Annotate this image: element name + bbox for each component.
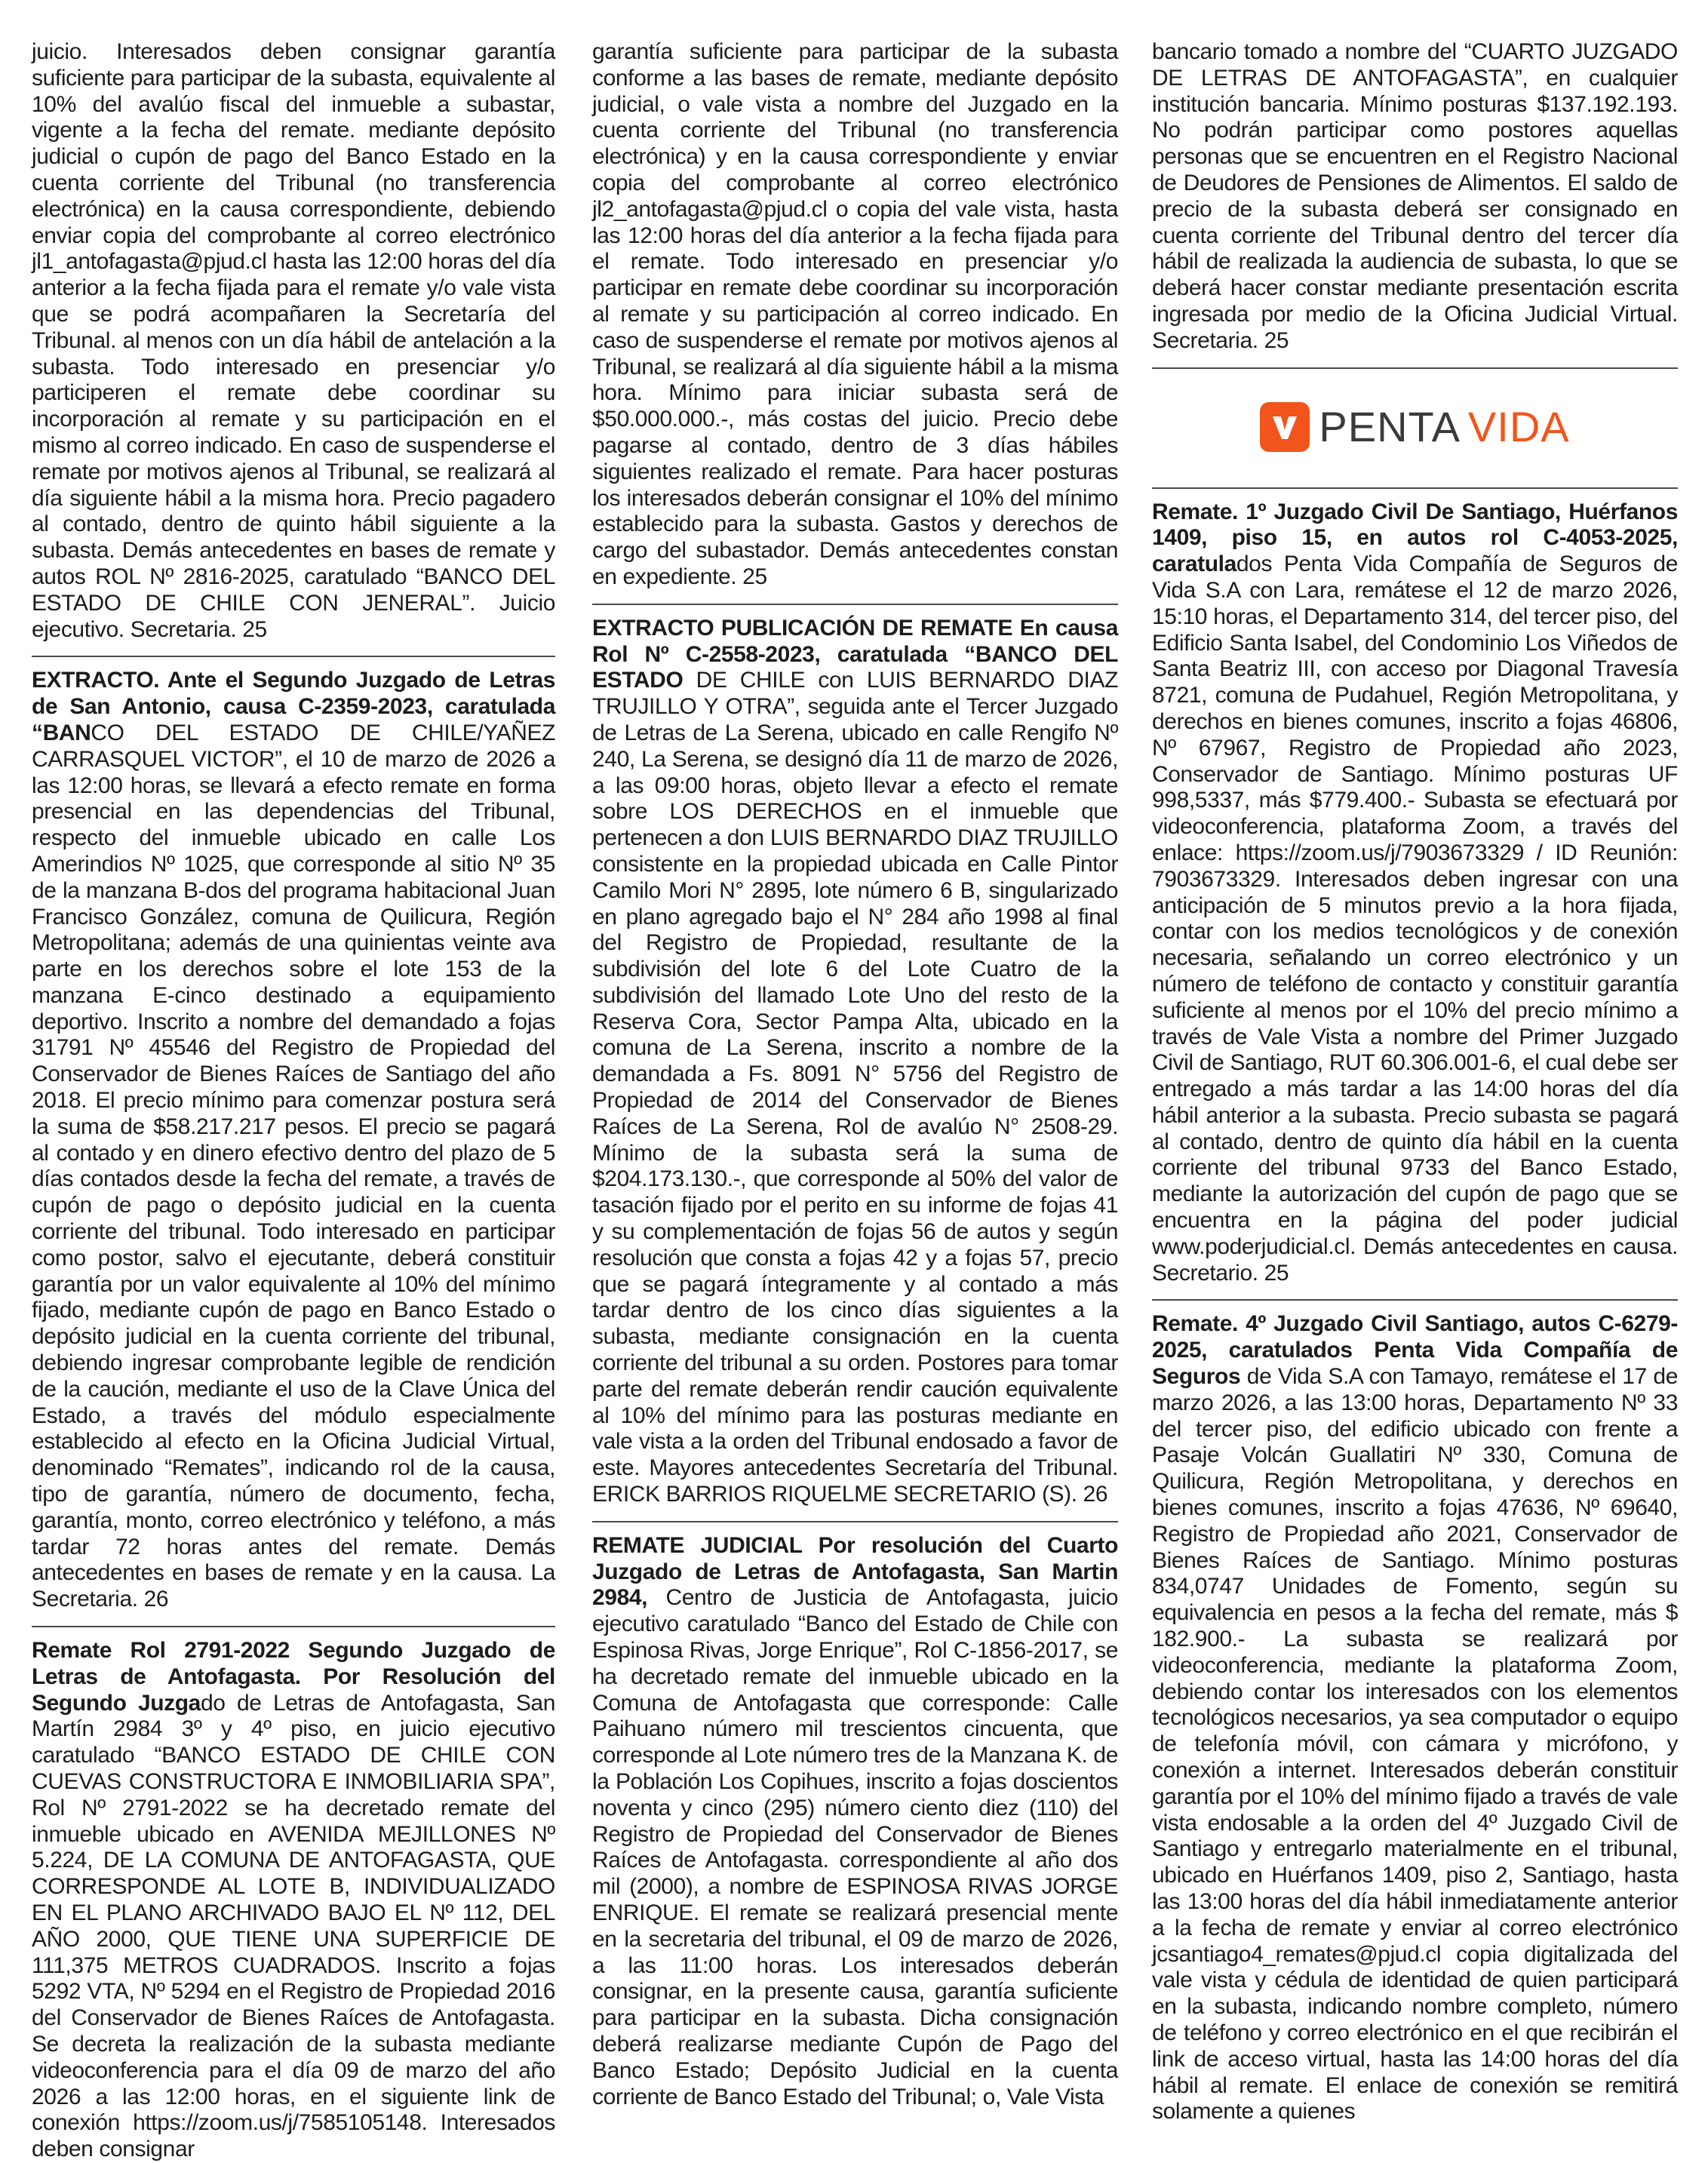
notice-body: juicio. Interesados deben consignar garantía suficiente para participar de la subasta, equivalente al 10% del avalúo fiscal del inmueble a subastar, vigente a la fecha del remate. mediante depósito judicial o cupón de pago del Banco Estado en la cuenta corriente del Tribunal (no transferencia electrónica) en la causa correspondiente, debiendo enviar copia del comprobante al correo electrónico jl1_antofagasta@pjud.cl hasta las 12:00 horas del día anterior a la fecha fijada para el remate y/o vale vista que se podrá acompañaren la Secretaría del Tribunal. al menos con un día hábil de antelación a la subasta. Todo interesado en presenciar y/o participeren el remate debe coordinar su incorporación al remate y su participación en el mismo al correo indicado. En caso de suspenderse el remate por motivos ajenos al Tribunal, se realizará al día siguiente hábil a la misma hora. Precio pagadero al contado, dentro de quinto hábil siguiente a la subasta. Demás antecedentes en bases de remate y autos ROL Nº 2816-2025, caratulado “BANCO DEL ESTADO DE CHILE CON JENERAL”. Juicio ejecutivo. Secretaria. 25 bbox=[32, 39, 555, 642]
notice-heading: REMATE JUDICIAL Por resolución del Cuarto Juzgado de Letras de Antofagasta, San Martin 2984, bbox=[592, 1532, 1118, 1611]
column-2 bbox=[592, 39, 1118, 2109]
notice-remate-judicial-antofagasta bbox=[592, 1533, 1118, 2111]
logo-wordmark bbox=[1319, 402, 1570, 450]
notice-body: bancario tomado a nombre del “CUARTO JUZGADO DE LETRAS DE ANTOFAGASTA”, en cualquier institución bancaria. Mínimo posturas $137.192.193. No podrán participar como postores aquellas personas que se encuentren en el Registro Nacional de Deudores de Pensiones de Alimentos. El saldo de precio de la subasta deberá ser consignado en cuenta corriente del Tribunal dentro del tercer día hábil de realizada la audiencia de subasta, lo que se deberá hacer constar mediante presentación escrita ingresada por medio de la Oficina Judicial Virtual. Secretaria. 25 bbox=[1152, 39, 1678, 353]
notice-body: dos Penta Vida Compañía de Seguros de Vida S.A con Lara, remátese el 12 de marzo 2026, 15:10 horas, el Departamento 314, del tercer piso, del Edificio Santa Isabel, del Condominio Los Viñedos de Santa Beatriz III, con acceso por Diagonal Travesía 8721, comuna de Pudahuel, Región Metropolitana, y derechos en bienes comunes, inscrito a fojas 46806, Nº 67967, Registro de Propiedad año 2023, Conservador de Santiago. Mínimo posturas UF 998,5337, más $779.400.- Subasta se efectuará por videoconferencia, plataforma Zoom, a través del enlace: https://zoom.us/j/7903673329 / ID Reunión: 7903673329. Interesados deben ingresar con una anticipación de 5 minutos previo a la hora fijada, contar con los medios tecnológicos y de conexión necesaria, señalando un correo electrónico y un número de teléfono de contacto y constituir garantía suficiente al menos por el 10% del precio mínimo a través de Vale Vista a nombre del Primer Juzgado Civil de Santiago, RUT 60.306.001-6, el cual debe ser entregado a más tardar a las 14:00 horas del día hábil anterior a la subasta. Precio subasta se pagará al contado, dentro de quinto día hábil en la cuenta corriente del tribunal 9733 del Banco Estado, mediante la autorización del cupón de pago que se encuentra en la página del poder judicial www.poderjudicial.cl. Demás antecedentes en causa. Secretario. 25 bbox=[1152, 552, 1678, 1286]
divider bbox=[592, 604, 1118, 605]
notice-body: DE CHILE con LUIS BERNARDO DIAZ TRUJILLO Y OTRA”, seguida ante el Tercer Juzgado de Letras de La Serena, ubicado en calle Rengifo Nº 240, La Serena, se designó día 11 de marzo de 2026, a las 09:00 horas, objeto llevar a efecto el remate sobre LOS DERECHOS en el inmueble que pertenecen a don LUIS BERNARDO DIAZ TRUJILLO consistente en la propiedad ubicada en Calle Pintor Camilo Mori N° 2895, lote número 6 B, singularizado en plano agregado bajo el N° 284 año 1998 al final del Registro de Propiedad, resultante de la subdivisión del lote 6 del Lote Cuatro de la subdivisión del llamado Lote Uno del resto de la Reserva Cora, Sector Pampa Alta, ubicado en la comuna de La Serena, inscrito a nombre de la demandada a Fs. 8091 N° 5756 del Registro de Propiedad de 2014 del Conservador de Bienes Raíces de La Serena, Rol de avalúo N° 2508-29. Mínimo de la subasta será la suma de $204.173.130.-, que corresponde al 50% del valor de tasación fijado por el perito en su informe de fojas 41 y su complementación de fojas 56 de autos y según resolución que consta a fojas 42 y a fojas 57, precio que se pagará íntegramente y al contado a más tardar dentro de los cinco días siguientes a la subasta, mediante consignación en la cuenta corriente del tribunal a su orden. Postores para tomar parte del remate deberán rendir caución equivalente al 10% del mínimo para las posturas mediante en vale vista a la orden del Tribunal endosado a favor de este. Mayores antecedentes Secretaría del Tribunal. ERICK BARRIOS RIQUELME SECRETARIO (S). 26 bbox=[592, 668, 1118, 1507]
logo-word-vida: VIDA bbox=[1467, 402, 1570, 450]
column-3 bbox=[1152, 39, 1678, 2125]
notice-heading: Remate. 1º Juzgado Civil De Santiago, Huérfanos 1409, piso 15, en autos rol C-4053-2025, caratula bbox=[1152, 499, 1678, 577]
notice-heading: Remate Rol 2791-2022 Segundo Juzgado de Letras de Antofagasta. Por Resolución del Segundo Juzga bbox=[32, 1638, 555, 1716]
notice-heading: EXTRACTO. Ante el Segundo Juzgado de Letras de San Antonio, causa C-2359-2023, caratulada “BAN bbox=[32, 668, 555, 745]
notice-continuation-cuarto-juzgado bbox=[1152, 39, 1678, 355]
notice-continuation-antofagasta-1 bbox=[32, 39, 555, 643]
notice-continuation-antofagasta-2 bbox=[592, 39, 1118, 591]
notice-1-juzgado-civil-santiago bbox=[1152, 499, 1678, 1287]
notice-san-antonio bbox=[32, 668, 555, 1613]
divider bbox=[1152, 367, 1678, 369]
divider bbox=[1152, 487, 1678, 489]
notice-body: do de Letras de Antofagasta, San Martín 2984 3º y 4º piso, en juicio ejecutivo caratulado “BANCO ESTADO DE CHILE CON CUEVAS CONSTRUCTORA E INMOBILIARIA SPA”, Rol Nº 2791-2022 se ha decretado remate del inmueble ubicado en AVENIDA MEJILLONES Nº 5.224, DE LA COMUNA DE ANTOFAGASTA, QUE CORRESPONDE AL LOTE B, INDIVIDUALIZADO EN EL PLANO ARCHIVADO BAJO EL Nº 112, DEL AÑO 2000, QUE TIENE UNA SUPERFICIE DE 111,375 METROS CUADRADOS. Inscrito a fojas 5292 VTA, Nº 5294 en el Registro de Propiedad 2016 del Conservador de Bienes Raíces de Antofagasta. Se decreta la realización de la subasta mediante videoconferencia para el día 09 de marzo del año 2026 a las 12:00 horas, en el siguiente link de conexión https://zoom.us/j/7585105148. Interesados deben consignar bbox=[32, 1690, 556, 2162]
notice-heading: EXTRACTO PUBLICACIÓN DE REMATE En causa Rol Nº C-2558-2023, caratulada “BANCO DEL ESTADO bbox=[592, 615, 1118, 693]
notice-body: Centro de Justicia de Antofagasta, juicio ejecutivo caratulado “Banco del Estado de Chile con Espinosa Rivas, Jorge Enrique”, Rol C-1856-2017, se ha decretado remate del inmueble ubicado en la Comuna de Antofagasta que corresponde: Calle Paihuano número mil trescientos cincuenta, que corresponde al Lote número tres de la Manzana K. de la Población Los Copihues, inscrito a fojas doscientos noventa y cinco (295) número ciento diez (110) del Registro de Propiedad del Conservador de Bienes Raíces de Antofagasta. correspondiente al año dos mil (2000), a nombre de ESPINOSA RIVAS JORGE ENRIQUE. El remate se realizará presencial mente en la secretaria del tribunal, el 09 de marzo de 2026, a las 11:00 horas. Los interesados deberán consignar, en la presente causa, garantía suficiente para participar en la subasta. Dicha consignación deberá realizarse mediante Cupón de Pago del Banco Estado; Depósito Judicial en la cuenta corriente de Banco Estado del Tribunal; o, Vale Vista bbox=[592, 1585, 1118, 2109]
divider bbox=[32, 656, 555, 657]
notice-la-serena bbox=[592, 616, 1118, 1508]
divider bbox=[1152, 1299, 1678, 1301]
divider bbox=[32, 1626, 555, 1627]
column-1 bbox=[32, 39, 556, 2162]
notice-4-juzgado-civil-santiago bbox=[1152, 1311, 1678, 2125]
notice-body: garantía suficiente para participar de la subasta conforme a las bases de remate, mediante depósito judicial, o vale vista a nombre del Juzgado en la cuenta corriente del Tribunal (no transferencia electrónica) y en la causa correspondiente y enviar copia del comprobante al correo electrónico jl2_antofagasta@pjud.cl o copia del vale vista, hasta las 12:00 horas del día anterior a la fecha fijada para el remate. Todo interesado en presenciar y/o participar en remate debe coordinar su incorporación al remate y su participación al correo indicado. En caso de suspenderse el remate por motivos ajenos al Tribunal, se realizará al día siguiente hábil a la misma hora. Mínimo para iniciar subasta será de $50.000.000.-, más costas del juicio. Precio debe pagarse al contado, dentro de 3 días hábiles siguientes realizado el remate. Para hacer posturas los interesados deberán consignar el 10% del mínimo establecido para la subasta. Gastos y derechos de cargo del subastador. Demás antecedentes constan en expediente. 25 bbox=[592, 39, 1118, 589]
notice-body: CO DEL ESTADO DE CHILE/YAÑEZ CARRASQUEL VICTOR”, el 10 de marzo de 2026 a las 12:00 horas, se llevará a efecto remate en forma presencial en las dependencias del Tribunal, respecto del inmueble ubicado en calle Los Amerindios Nº 1025, que corresponde al sitio Nº 35 de la manzana B-dos del programa habitacional Juan Francisco González, comuna de Quilicura, Región Metropolitana; además de una quinientas veinte ava parte en los derechos sobre el lote 153 de la manzana E-cinco destinado a equipamiento deportivo. Inscrito a nombre del demandado a fojas 31791 Nº 45546 del Registro de Propiedad del Conservador de Bienes Raíces de Santiago del año 2018. El precio mínimo para comenzar postura será la suma de $58.217.217 pesos. El precio se pagará al contado y en dinero efectivo dentro del plazo de 5 días contados desde la fecha del remate, a través de cupón de pago o depósito judicial en la cuenta corriente del tribunal. Todo interesado en participar como postor, salvo el ejecutante, deberá constituir garantía por un valor equivalente al 10% del mínimo fijado, mediante cupón de pago en Banco Estado o depósito judicial en la cuenta corriente del tribunal, debiendo ingresar comprobante legible de rendición de la caución, mediante el uso de la Clave Única del Estado, a través del módulo especialmente establecido al efecto en la Oficina Judicial Virtual, denominado “Remates”, indicando rol de la causa, tipo de garantía, número de documento, fecha, garantía, monto, correo electrónico y teléfono, a más tardar 72 horas antes del remate. Demás antecedentes en bases de remate y en la causa. La Secretaria. 26 bbox=[32, 720, 555, 1612]
penta-vida-v-icon bbox=[1260, 402, 1310, 452]
divider bbox=[592, 1521, 1118, 1522]
notice-remate-rol-2791 bbox=[32, 1638, 555, 2163]
notice-body: de Vida S.A con Tamayo, remátese el 17 de marzo 2026, a las 13:00 horas, Departamento Nº 33 del tercer piso, del edificio ubicado con frente a Pasaje Volcán Guallatiri Nº 330, Comuna de Quilicura, Región Metropolitana, y derechos en bienes comunes, inscrito a fojas 47636, Nº 69640, Registro de Propiedad año 2021, Conservador de Bienes Raíces de Santiago. Mínimo posturas 834,0747 Unidades de Fomento, según su equivalencia en pesos a la fecha del remate, más $ 182.900.- La subasta se realizará por videoconferencia, mediante la plataforma Zoom, debiendo contar los interesados con los elementos tecnológicos necesarios, ya sea computador o equipo de telefonía móvil, con cámara y micrófono, y conexión a internet. Interesados deberán constituir garantía por el 10% del mínimo fijado a través de vale vista endosable a la orden del 4º Juzgado Civil de Santiago y entregarlo materialmente en el tribunal, ubicado en Huérfanos 1409, piso 2, Santiago, hasta las 13:00 horas del día hábil inmediatamente anterior a la fecha de remate y enviar al correo electrónico jcsantiago4_remates@pjud.cl copia digitalizada del vale vista y cédula de identidad de quien participará en la subasta, indicando nombre completo, número de teléfono y correo electrónico en el que recibirán el link de acceso virtual, hasta las 14:00 horas del día hábil al remate. El enlace de conexión se remitirá solamente a quienes bbox=[1152, 1364, 1678, 2125]
logo-word-penta: PENTA bbox=[1319, 402, 1461, 450]
penta-vida-logo bbox=[1152, 379, 1678, 475]
notice-heading: Remate. 4º Juzgado Civil Santiago, autos C-6279-2025, caratulados Penta Vida Compañía de Seguros bbox=[1152, 1311, 1678, 1390]
